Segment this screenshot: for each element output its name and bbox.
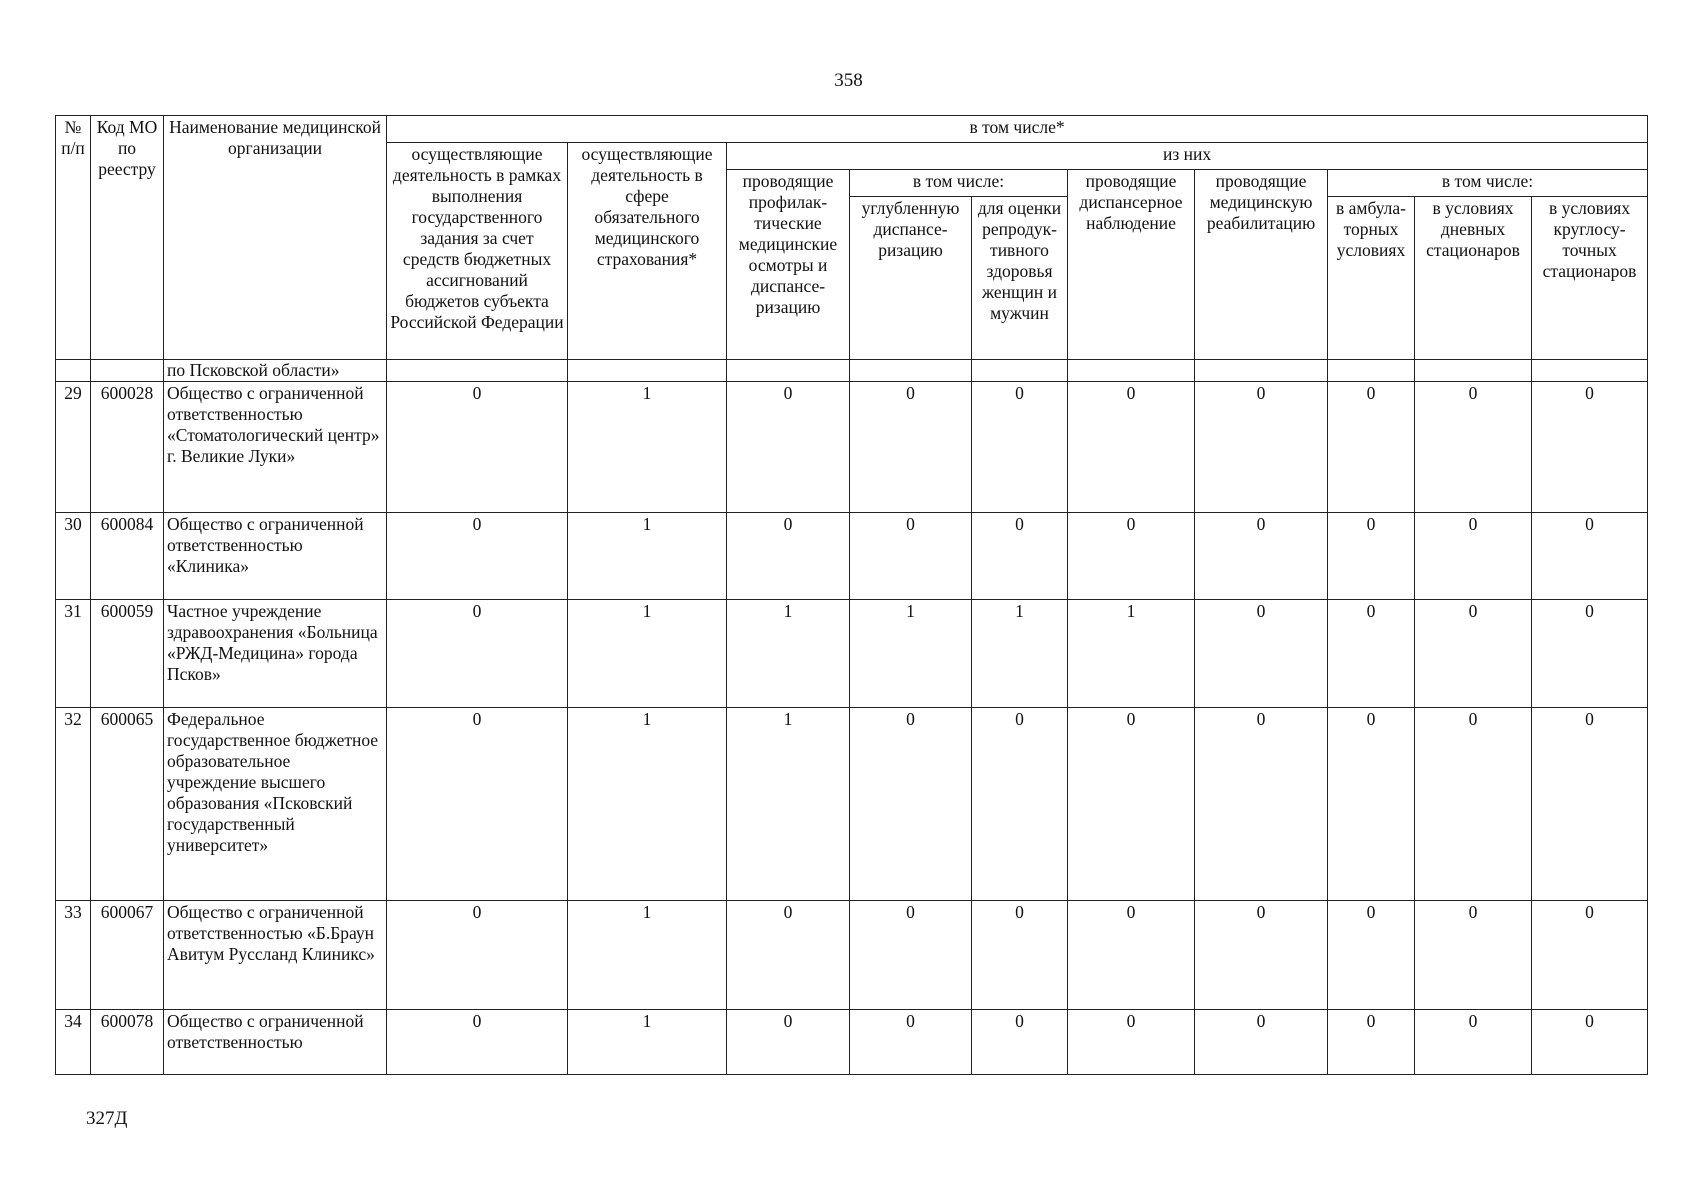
page-number: 358 — [834, 70, 863, 91]
header-outpatient: в амбула-торных условиях — [1328, 197, 1415, 360]
table-body — [56, 360, 1648, 1075]
value-cell: 0 — [387, 382, 568, 513]
value-cell: 0 — [1195, 1010, 1328, 1075]
value-cell: 0 — [1532, 1010, 1648, 1075]
value-cell: 0 — [387, 1010, 568, 1075]
registry-code: 600028 — [91, 382, 164, 513]
organization-name: Общество с ограниченной ответственностью «Клиника» — [164, 513, 387, 600]
value-cell: 0 — [1328, 1010, 1415, 1075]
value-cell: 1 — [568, 382, 727, 513]
header-num: № п/п — [56, 116, 91, 360]
value-cell: 1 — [568, 708, 727, 901]
value-cell: 0 — [387, 600, 568, 708]
value-cell: 1 — [568, 600, 727, 708]
header-dispensary: проводящие диспансерное наблюдение — [1068, 170, 1195, 360]
value-cell: 0 — [1532, 901, 1648, 1010]
value-cell: 0 — [1328, 513, 1415, 600]
organization-name: Общество с ограниченной ответственностью «Б.Браун Авитум Руссланд Клиникс» — [164, 901, 387, 1010]
row-number: 32 — [56, 708, 91, 901]
value-cell: 0 — [387, 708, 568, 901]
header-including: в том числе* — [387, 116, 1648, 143]
value-cell: 0 — [850, 513, 972, 600]
value-cell: 0 — [1532, 600, 1648, 708]
row-number: 29 — [56, 382, 91, 513]
value-cell: 1 — [568, 901, 727, 1010]
continuation-row — [56, 360, 1648, 382]
value-cell: 0 — [1328, 708, 1415, 901]
organization-name: Частное учреждение здравоохранения «Больница «РЖД-Медицина» города Псков» — [164, 600, 387, 708]
value-cell: 1 — [568, 513, 727, 600]
row-number: 31 — [56, 600, 91, 708]
value-cell: 0 — [972, 513, 1068, 600]
header-round-clock-hospital: в условиях круглосу-точных стационаров — [1532, 197, 1648, 360]
header-state-task: осуществляющие деятельность в рамках выполнения государственного задания за счет средств бюджетных ассигнований бюджетов субъекта Российской Федерации — [387, 143, 568, 360]
organization-name: Общество с ограниченной ответственностью — [164, 1010, 387, 1075]
registry-code: 600067 — [91, 901, 164, 1010]
value-cell: 0 — [1195, 513, 1328, 600]
table-row — [56, 600, 1648, 708]
value-cell: 0 — [1415, 901, 1532, 1010]
value-cell: 1 — [850, 600, 972, 708]
document-code: 327Д — [86, 1108, 128, 1129]
registry-code: 600065 — [91, 708, 164, 901]
header-rehabilitation: проводящие медицинскую реабилитацию — [1195, 170, 1328, 360]
value-cell: 0 — [1415, 708, 1532, 901]
medical-organizations-table — [55, 115, 1648, 1075]
organization-name: Федеральное государственное бюджетное образовательное учреждение высшего образования «Псковский государственный университет» — [164, 708, 387, 901]
value-cell: 0 — [387, 901, 568, 1010]
row-number: 34 — [56, 1010, 91, 1075]
value-cell: 0 — [727, 901, 850, 1010]
header-name: Наименование медицинской организации — [164, 116, 387, 360]
value-cell: 0 — [1415, 513, 1532, 600]
value-cell: 0 — [1068, 708, 1195, 901]
value-cell: 0 — [1195, 708, 1328, 901]
value-cell: 0 — [972, 382, 1068, 513]
value-cell: 1 — [727, 708, 850, 901]
registry-code: 600084 — [91, 513, 164, 600]
value-cell: 0 — [1328, 600, 1415, 708]
header-of-them: из них — [727, 143, 1648, 170]
value-cell: 0 — [972, 1010, 1068, 1075]
table-row — [56, 1010, 1648, 1075]
value-cell: 0 — [1532, 708, 1648, 901]
value-cell: 0 — [1328, 382, 1415, 513]
table-row — [56, 513, 1648, 600]
header-code: Код МО по реестру — [91, 116, 164, 360]
registry-code: 600078 — [91, 1010, 164, 1075]
row-number: 30 — [56, 513, 91, 600]
value-cell: 0 — [1068, 382, 1195, 513]
registry-code: 600059 — [91, 600, 164, 708]
table-row — [56, 382, 1648, 513]
header-reproductive-health: для оценки репродук-тивного здоровья женщин и мужчин — [972, 197, 1068, 360]
value-cell: 0 — [1328, 901, 1415, 1010]
value-cell: 0 — [972, 901, 1068, 1010]
header-including-3: в том числе: — [1328, 170, 1648, 197]
value-cell: 0 — [1068, 1010, 1195, 1075]
row-number: 33 — [56, 901, 91, 1010]
value-cell: 0 — [727, 382, 850, 513]
table-row — [56, 708, 1648, 901]
header-oms: осуществляющие деятельность в сфере обязательного медицинского страхования* — [568, 143, 727, 360]
value-cell: 0 — [1195, 382, 1328, 513]
header-deep-dispensarization: углубленную диспансе-ризацию — [850, 197, 972, 360]
value-cell: 0 — [1068, 901, 1195, 1010]
value-cell: 1 — [972, 600, 1068, 708]
value-cell: 0 — [1415, 600, 1532, 708]
value-cell: 0 — [850, 382, 972, 513]
value-cell: 0 — [1068, 513, 1195, 600]
value-cell: 1 — [568, 1010, 727, 1075]
value-cell: 0 — [1415, 1010, 1532, 1075]
value-cell: 0 — [727, 513, 850, 600]
value-cell: 0 — [727, 1010, 850, 1075]
value-cell: 0 — [850, 708, 972, 901]
value-cell: 0 — [1532, 382, 1648, 513]
value-cell: 0 — [850, 1010, 972, 1075]
value-cell: 0 — [1195, 901, 1328, 1010]
continuation-text: по Псковской области» — [164, 360, 387, 382]
value-cell: 0 — [387, 513, 568, 600]
header-including-2: в том числе: — [850, 170, 1068, 197]
header-preventive: проводящие профилак-тические медицинские осмотры и диспансе-ризацию — [727, 170, 850, 360]
value-cell: 0 — [1415, 382, 1532, 513]
value-cell: 1 — [727, 600, 850, 708]
header-day-hospital: в условиях дневных стационаров — [1415, 197, 1532, 360]
value-cell: 0 — [972, 708, 1068, 901]
table-row — [56, 901, 1648, 1010]
table-header — [56, 116, 1648, 360]
value-cell: 0 — [850, 901, 972, 1010]
value-cell: 1 — [1068, 600, 1195, 708]
value-cell: 0 — [1195, 600, 1328, 708]
value-cell: 0 — [1532, 513, 1648, 600]
organization-name: Общество с ограниченной ответственностью «Стоматологический центр» г. Великие Луки» — [164, 382, 387, 513]
